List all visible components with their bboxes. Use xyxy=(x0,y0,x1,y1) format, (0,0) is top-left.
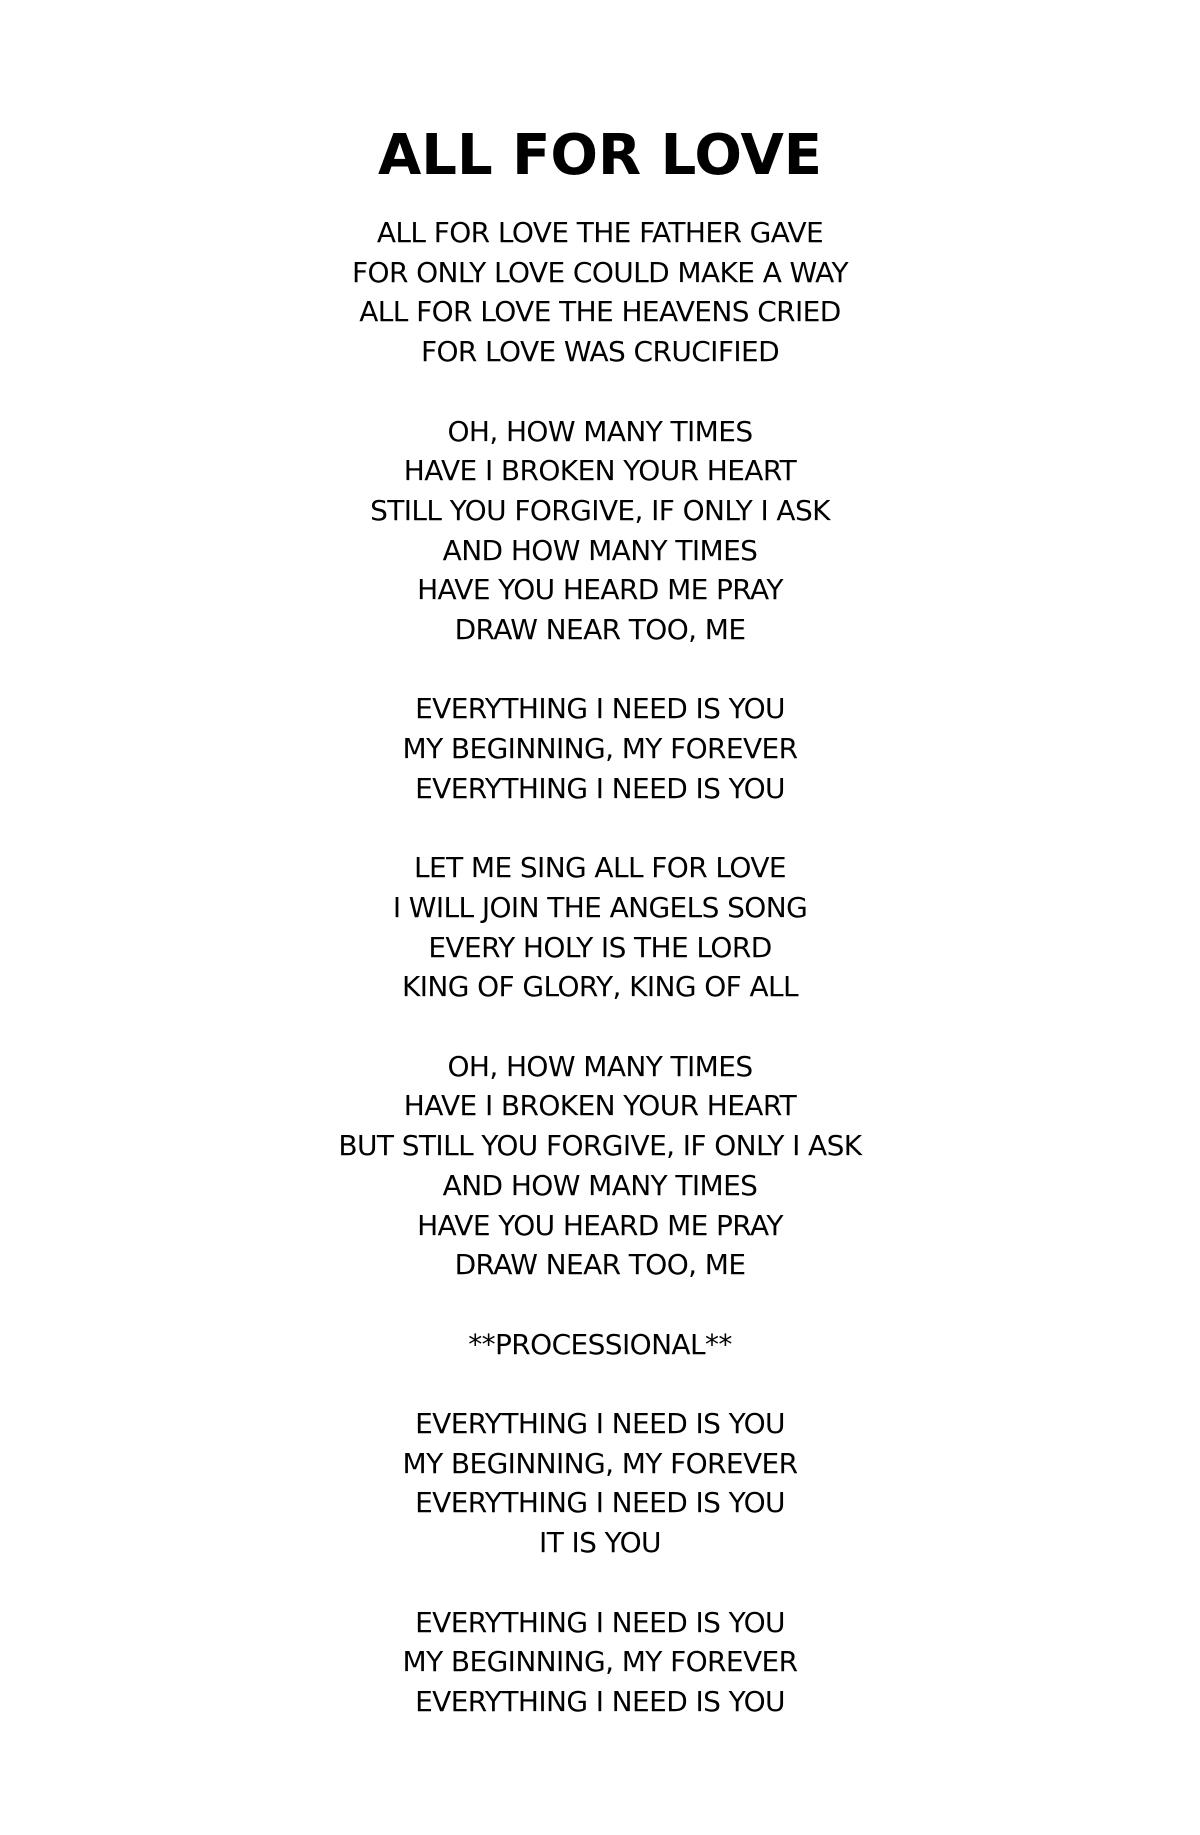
lyric-line: LET ME SING ALL FOR LOVE xyxy=(414,851,786,885)
lyrics-body xyxy=(0,213,1200,1761)
lyric-line: EVERYTHING I NEED IS YOU xyxy=(415,1684,785,1718)
stanza-4 xyxy=(0,848,1200,1007)
lyric-line: HAVE I BROKEN YOUR HEART xyxy=(403,454,797,488)
lyric-line: I WILL JOIN THE ANGELS SONG xyxy=(392,890,808,924)
lyric-line: MY BEGINNING, MY FOREVER xyxy=(402,1645,798,1679)
lyric-line: MY BEGINNING, MY FOREVER xyxy=(402,1446,798,1480)
lyric-line: HAVE YOU HEARD ME PRAY xyxy=(417,1208,783,1242)
stanza-5 xyxy=(0,1047,1200,1285)
lyric-line: OH, HOW MANY TIMES xyxy=(447,1049,753,1083)
lyric-line: FOR ONLY LOVE COULD MAKE A WAY xyxy=(352,255,848,289)
stanza-processional xyxy=(0,1325,1200,1365)
lyric-line: HAVE YOU HEARD ME PRAY xyxy=(417,573,783,607)
lyric-line: BUT STILL YOU FORGIVE, IF ONLY I ASK xyxy=(338,1129,862,1163)
stanza-verse-1 xyxy=(0,213,1200,372)
lyric-line: EVERY HOLY IS THE LORD xyxy=(428,930,772,964)
lyric-line: AND HOW MANY TIMES xyxy=(442,1168,758,1202)
stanza-7 xyxy=(0,1404,1200,1563)
lyric-line: EVERYTHING I NEED IS YOU xyxy=(415,692,785,726)
stanza-2 xyxy=(0,412,1200,650)
lyric-line: EVERYTHING I NEED IS YOU xyxy=(415,1605,785,1639)
lyric-line: EVERYTHING I NEED IS YOU xyxy=(415,771,785,805)
stanza-3 xyxy=(0,689,1200,808)
lyric-line: OH, HOW MANY TIMES xyxy=(447,414,753,448)
lyric-line: HAVE I BROKEN YOUR HEART xyxy=(403,1089,797,1123)
lyric-line: KING OF GLORY, KING OF ALL xyxy=(401,970,799,1004)
stanza-8 xyxy=(0,1603,1200,1722)
lyric-line: STILL YOU FORGIVE, IF ONLY I ASK xyxy=(370,493,830,527)
lyric-line: AND HOW MANY TIMES xyxy=(442,533,758,567)
processional-note: **PROCESSIONAL** xyxy=(468,1327,732,1361)
lyric-line: EVERYTHING I NEED IS YOU xyxy=(415,1486,785,1520)
lyric-line: EVERYTHING I NEED IS YOU xyxy=(415,1407,785,1440)
lyric-line: IT IS YOU xyxy=(539,1526,661,1560)
lyric-line: MY BEGINNING, MY FOREVER xyxy=(402,732,798,766)
lyric-line: FOR LOVE WAS CRUCIFIED xyxy=(420,335,780,369)
lyric-line: DRAW NEAR TOO, ME xyxy=(454,613,746,647)
lyric-line: ALL FOR LOVE THE FATHER GAVE xyxy=(376,216,824,249)
lyric-line: DRAW NEAR TOO, ME xyxy=(454,1248,746,1282)
song-title: ALL FOR LOVE xyxy=(377,123,823,188)
lyric-line: ALL FOR LOVE THE HEAVENS CRIED xyxy=(359,295,841,329)
